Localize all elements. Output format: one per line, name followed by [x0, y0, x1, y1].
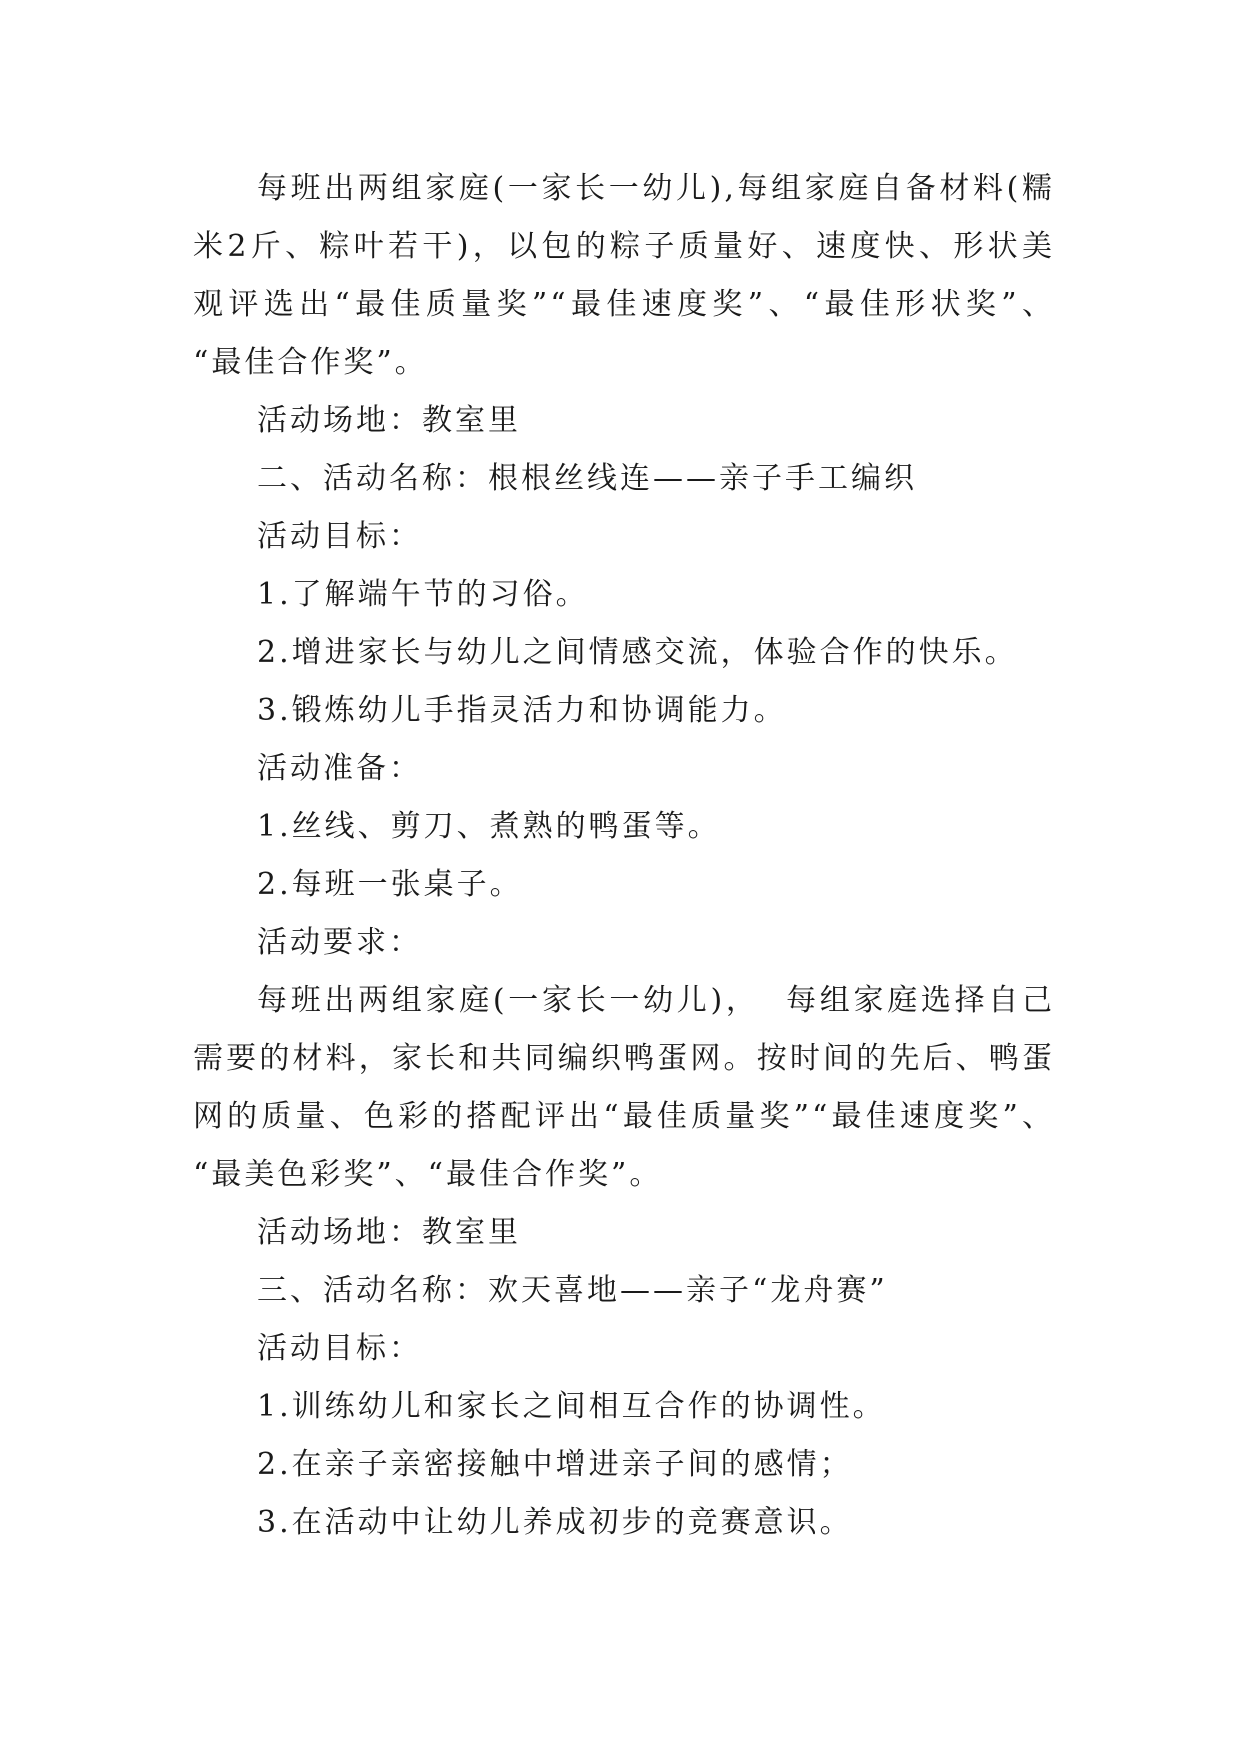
paragraph-line: 需要的材料，家长和共同编织鸭蛋网。按时间的先后、鸭蛋 [193, 1041, 1055, 1076]
document-body [193, 160, 1055, 1552]
paragraph-line: 每班出两组家庭(一家长一幼儿),每组家庭自备材料(糯 [257, 171, 1055, 206]
list-item: 1.丝线、剪刀、煮熟的鸭蛋等。 [257, 809, 721, 844]
paragraph-line: 网的质量、色彩的搭配评出“最佳质量奖”“最佳速度奖”、 [193, 1099, 1055, 1134]
list-item: 2.每班一张桌子。 [257, 867, 523, 902]
subheading-goals: 活动目标： [257, 519, 422, 554]
paragraph-line: “最佳合作奖”。 [193, 345, 428, 380]
list-item: 3.在活动中让幼儿养成初步的竞赛意识。 [257, 1505, 853, 1540]
paragraph-line: 观评选出“最佳质量奖”“最佳速度奖”、“最佳形状奖”、 [193, 287, 1055, 322]
list-item: 1.了解端午节的习俗。 [257, 577, 589, 612]
venue-line: 活动场地：教室里 [257, 1215, 521, 1250]
section-heading: 三、活动名称：欢天喜地——亲子“龙舟赛” [257, 1273, 888, 1308]
subheading-preparation: 活动准备： [257, 751, 422, 786]
list-item: 3.锻炼幼儿手指灵活力和协调能力。 [257, 693, 787, 728]
venue-line: 活动场地：教室里 [257, 403, 521, 438]
list-item: 2.增进家长与幼儿之间情感交流，体验合作的快乐。 [257, 635, 1018, 670]
list-item: 2.在亲子亲密接触中增进亲子间的感情； [257, 1447, 853, 1482]
paragraph-line: 每班出两组家庭(一家长一幼儿)， 每组家庭选择自己 [257, 983, 1055, 1018]
section-heading: 二、活动名称：根根丝线连——亲子手工编织 [257, 461, 917, 496]
subheading-goals: 活动目标： [257, 1331, 422, 1366]
paragraph-line: “最美色彩奖”、“最佳合作奖”。 [193, 1157, 663, 1192]
list-item: 1.训练幼儿和家长之间相互合作的协调性。 [257, 1389, 886, 1424]
paragraph-line: 米2斤、粽叶若干)，以包的粽子质量好、速度快、形状美 [193, 229, 1055, 264]
subheading-requirements: 活动要求： [257, 925, 422, 960]
